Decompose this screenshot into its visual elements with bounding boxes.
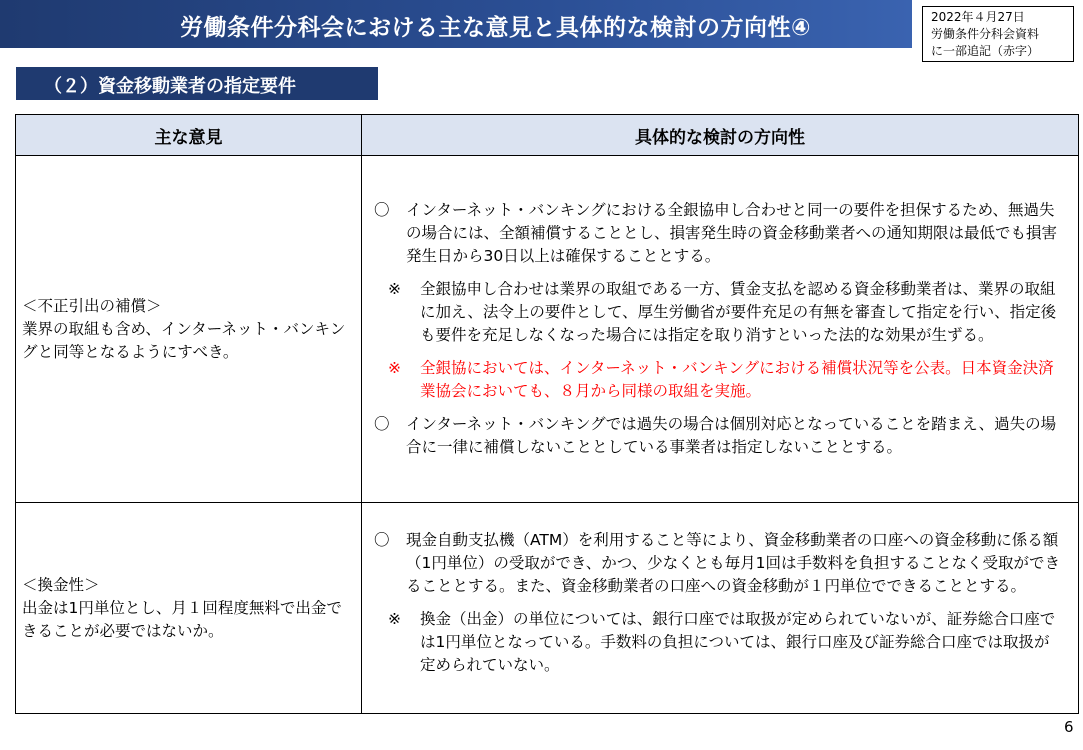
point-text: インターネット・バンキングにおける全銀協申し合わせと同一の要件を担保するため、無過失の場合には、全額補償することとし、損害発生時の資金移動業者への通知期限は最低でも損害発生日から30日以上は確保することとする。	[406, 201, 1058, 265]
direction-note	[388, 608, 1060, 677]
table-row	[16, 156, 1079, 503]
note-text: 換金（出金）の単位については、銀行口座では取扱が定められていないが、証券総合口座では1円単位となっている。手数料の負担については、銀行口座及び証券総合口座では取扱が定められていない。	[420, 610, 1056, 674]
direction-note	[388, 278, 1060, 347]
opinions-table	[15, 114, 1079, 714]
header-opinions: 主な意見	[16, 115, 362, 156]
direction-note-added	[388, 357, 1060, 403]
opinion-body: 出金は1円単位とし、月１回程度無料で出金できることが必要ではないか。	[22, 598, 342, 640]
table-row	[16, 503, 1079, 714]
direction-point	[374, 413, 1060, 459]
direction-cell	[362, 156, 1079, 503]
opinion-cell	[16, 156, 362, 503]
title-bar	[0, 0, 912, 48]
opinion-body: 業界の取組も含め、インターネット・バンキングと同等となるようにすべき。	[22, 319, 346, 361]
table-header-row	[16, 115, 1079, 156]
date-note-box	[922, 6, 1074, 62]
date-note-line: 2022年４月27日	[931, 10, 1025, 24]
opinion-title: ＜不正引出の補償＞	[22, 296, 162, 315]
direction-point	[374, 199, 1060, 268]
date-note-line: 労働条件分科会資料	[931, 27, 1040, 41]
date-note-line: に一部追記（赤字）	[931, 44, 1040, 58]
section-heading: （２）資金移動業者の指定要件	[16, 67, 378, 100]
note-mark-icon: ※	[388, 610, 401, 628]
bullet-circle-icon: 〇	[374, 201, 390, 219]
bullet-circle-icon: 〇	[374, 415, 390, 433]
header-direction: 具体的な検討の方向性	[362, 115, 1079, 156]
point-text: 現金自動支払機（ATM）を利用すること等により、資金移動業者の口座への資金移動に係る額（1円単位）の受取ができ、かつ、少なくとも毎月1回は手数料を負担することなく受取ができることとする。また、資金移動業者の口座への資金移動が１円単位でできることとする。	[406, 531, 1060, 595]
direction-cell	[362, 503, 1079, 714]
opinion-title: ＜換金性＞	[22, 575, 100, 594]
point-text: インターネット・バンキングでは過失の場合は個別対応となっていることを踏まえ、過失の場合に一律に補償しないこととしている事業者は指定しないこととする。	[406, 415, 1057, 456]
page-title: 労働条件分科会における主な意見と具体的な検討の方向性④	[180, 15, 811, 41]
bullet-circle-icon: 〇	[374, 531, 390, 549]
direction-point	[374, 529, 1060, 598]
page-number: 6	[1064, 718, 1074, 736]
note-mark-icon: ※	[388, 359, 401, 377]
note-text: 全銀協申し合わせは業界の取組である一方、賃金支払を認める資金移動業者は、業界の取組に加え、法令上の要件として、厚生労働省が要件充足の有無を審査して指定を行い、指定後も要件を充足しなくなった場合には指定を取り消すといった法的な効果が生ずる。	[420, 280, 1057, 344]
note-mark-icon: ※	[388, 280, 401, 298]
note-text: 全銀協においては、インターネット・バンキングにおける補償状況等を公表。日本資金決済業協会においても、８月から同様の取組を実施。	[420, 359, 1054, 400]
opinion-cell	[16, 503, 362, 714]
